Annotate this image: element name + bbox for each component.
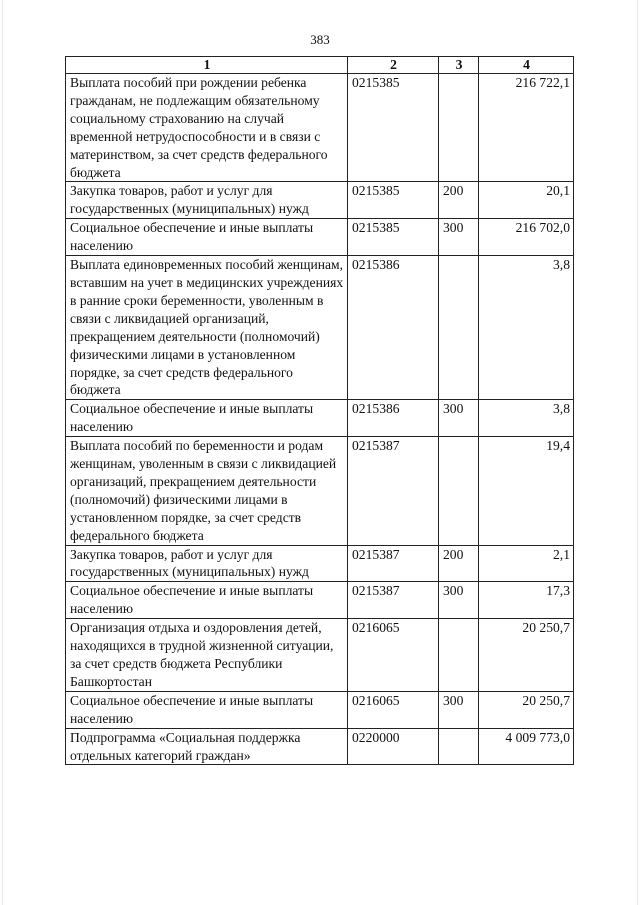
row-type — [439, 619, 479, 692]
row-amount: 20 250,7 — [479, 619, 574, 692]
row-type: 300 — [439, 691, 479, 728]
table-row — [66, 728, 574, 765]
table-row — [66, 619, 574, 692]
row-type: 200 — [439, 182, 479, 219]
table-row — [66, 256, 574, 400]
budget-table — [65, 56, 574, 765]
table-row — [66, 545, 574, 582]
row-code: 0215385 — [348, 74, 439, 182]
row-amount: 216 722,1 — [479, 74, 574, 182]
row-code: 0215387 — [348, 582, 439, 619]
row-amount: 3,8 — [479, 256, 574, 400]
row-type: 300 — [439, 400, 479, 437]
row-amount: 4 009 773,0 — [479, 728, 574, 765]
row-name: Выплата пособий по беременности и родам женщинам, уволенным в связи с ликвидацией организаций, прекращением деятельности (полномочий) физическими лицами в установленном порядке, за счет средств федерального бюджета — [66, 437, 348, 545]
table-row — [66, 182, 574, 219]
row-type — [439, 437, 479, 545]
table-row — [66, 400, 574, 437]
row-code: 0215386 — [348, 400, 439, 437]
row-name: Подпрограмма «Социальная поддержка отдельных категорий граждан» — [66, 728, 348, 765]
row-name: Выплата пособий при рождении ребенка гражданам, не подлежащим обязательному социальному страхованию на случай временной нетрудоспособности и в связи с материнством, за счет средств федерального бюджета — [66, 74, 348, 182]
row-amount: 2,1 — [479, 545, 574, 582]
row-name: Социальное обеспечение и иные выплаты населению — [66, 582, 348, 619]
row-name: Закупка товаров, работ и услуг для государственных (муниципальных) нужд — [66, 545, 348, 582]
row-code: 0220000 — [348, 728, 439, 765]
row-amount: 3,8 — [479, 400, 574, 437]
row-code: 0215386 — [348, 256, 439, 400]
row-type — [439, 74, 479, 182]
row-amount: 216 702,0 — [479, 219, 574, 256]
header-col-1: 1 — [66, 57, 348, 74]
header-col-4: 4 — [479, 57, 574, 74]
scan-edge-left — [2, 0, 3, 905]
row-code: 0215387 — [348, 545, 439, 582]
row-code: 0216065 — [348, 619, 439, 692]
table-row — [66, 74, 574, 182]
row-name: Выплата единовременных пособий женщинам, вставшим на учет в медицинских учреждениях в ранние сроки беременности, уволенным в связи с ликвидацией организаций, прекращением деятельности (полномочий) физическими лицами в установленном порядке, за счет средств федерального бюджета — [66, 256, 348, 400]
row-name: Социальное обеспечение и иные выплаты населению — [66, 400, 348, 437]
row-code: 0216065 — [348, 691, 439, 728]
table-row — [66, 582, 574, 619]
page-number: 383 — [310, 32, 330, 47]
scan-edge-right — [637, 0, 638, 905]
row-name: Организация отдыха и оздоровления детей, находящихся в трудной жизненной ситуации, за счет средств бюджета Республики Башкортостан — [66, 619, 348, 692]
row-code: 0215385 — [348, 182, 439, 219]
row-type — [439, 256, 479, 400]
header-col-3: 3 — [439, 57, 479, 74]
row-type — [439, 728, 479, 765]
row-amount: 19,4 — [479, 437, 574, 545]
table-row — [66, 219, 574, 256]
row-amount: 17,3 — [479, 582, 574, 619]
row-amount: 20 250,7 — [479, 691, 574, 728]
row-amount: 20,1 — [479, 182, 574, 219]
row-code: 0215387 — [348, 437, 439, 545]
row-name: Социальное обеспечение и иные выплаты населению — [66, 691, 348, 728]
table-row — [66, 437, 574, 545]
row-name: Закупка товаров, работ и услуг для государственных (муниципальных) нужд — [66, 182, 348, 219]
row-name: Социальное обеспечение и иные выплаты населению — [66, 219, 348, 256]
table-row — [66, 691, 574, 728]
row-type: 300 — [439, 219, 479, 256]
table-header-row — [66, 57, 574, 74]
row-type: 200 — [439, 545, 479, 582]
header-col-2: 2 — [348, 57, 439, 74]
row-code: 0215385 — [348, 219, 439, 256]
row-type: 300 — [439, 582, 479, 619]
